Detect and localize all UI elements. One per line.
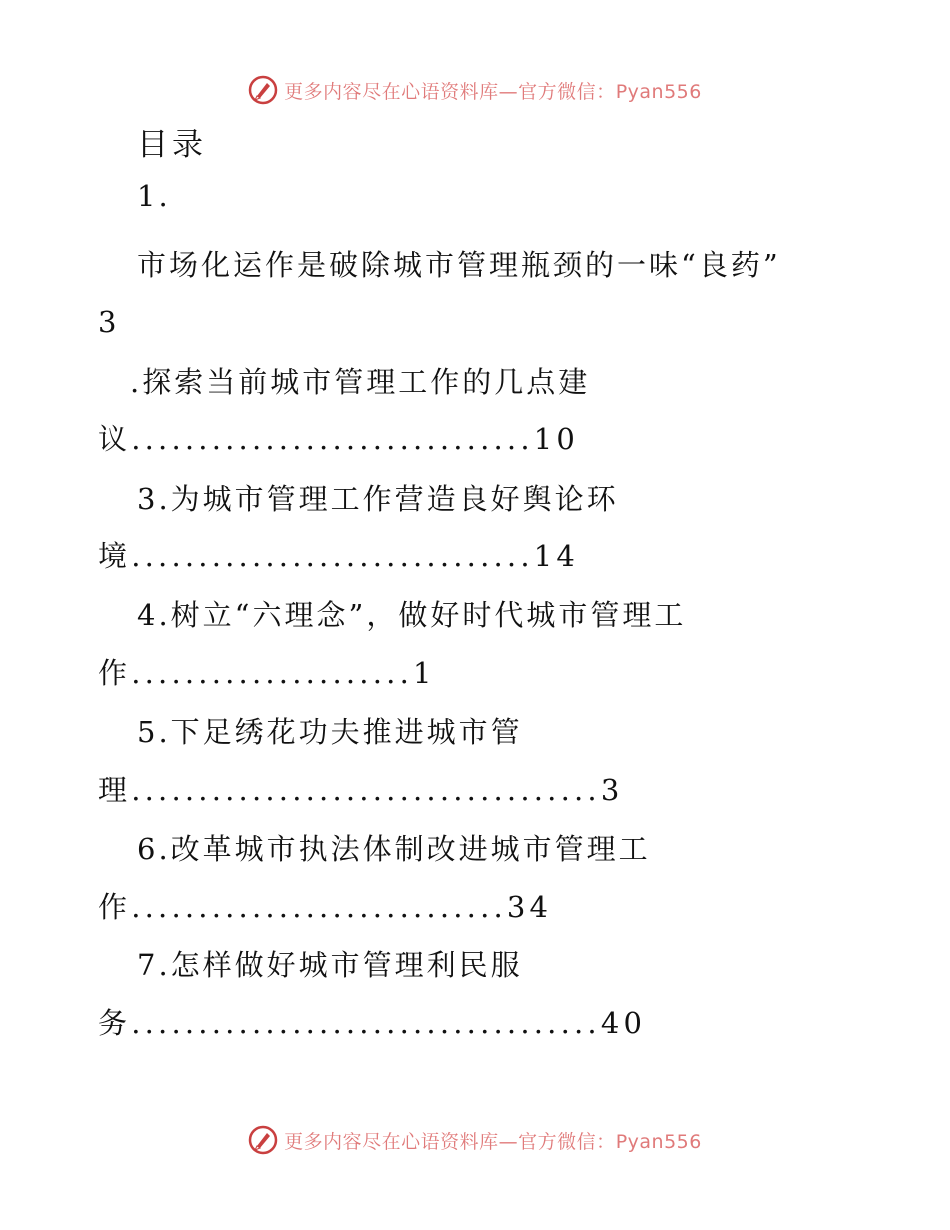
toc-line: 1. (137, 179, 171, 213)
toc-line: 作............................34 (98, 890, 553, 924)
toc-line: .探索当前城市管理工作的几点建 (130, 365, 591, 399)
toc-line: 市场化运作是破除城市管理瓶颈的一味“良药” (137, 248, 781, 282)
toc-line: 3 (98, 305, 120, 339)
toc-line: 务...................................40 (98, 1006, 647, 1040)
toc-line: 3.为城市管理工作营造良好舆论环 (137, 482, 619, 516)
toc-line: 理...................................3 (98, 773, 624, 807)
toc-line: 5.下足绣花功夫推进城市管 (137, 715, 523, 749)
header-watermark (0, 70, 950, 110)
toc-line: 境..............................14 (98, 539, 580, 573)
toc-line: 7.怎样做好城市管理利民服 (137, 948, 523, 982)
pen-logo-icon (248, 75, 278, 105)
watermark-text: 更多内容尽在心语资料库—官方微信：Pyan556 (284, 1130, 702, 1153)
toc-line: 6.改革城市执法体制改进城市管理工 (137, 832, 651, 866)
footer-watermark (0, 1120, 950, 1160)
toc-line: 作.....................1 (98, 656, 436, 690)
toc-line: 4.树立“六理念”，做好时代城市管理工 (137, 598, 687, 632)
toc-title: 目录 (137, 127, 207, 163)
watermark-text: 更多内容尽在心语资料库—官方微信：Pyan556 (284, 80, 702, 103)
pen-logo-icon (248, 1125, 278, 1155)
toc-line: 议..............................10 (98, 422, 580, 456)
